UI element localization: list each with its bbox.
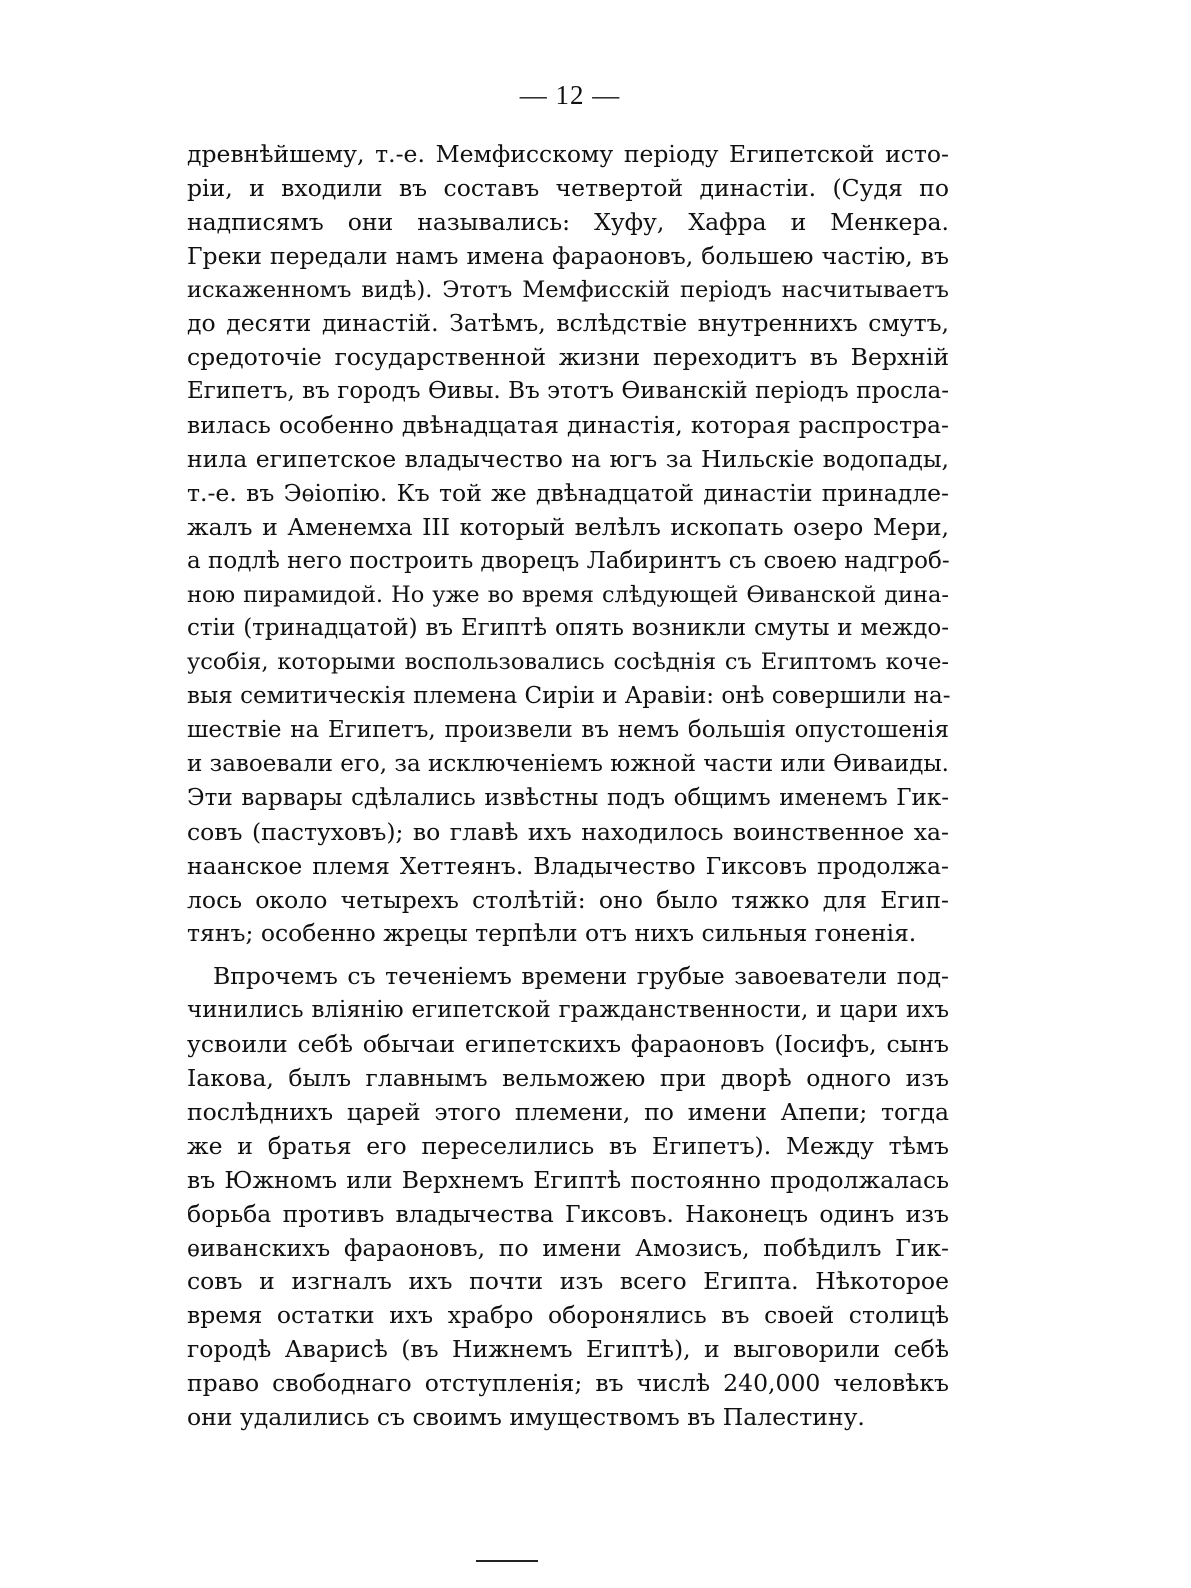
text-line: лось около четырехъ столѣтій: оно было тяжко для Егип-	[187, 885, 949, 914]
text-line: наанское племя Хеттеянъ. Владычество Гиксовъ продолжа-	[187, 851, 949, 880]
text-line: усобія, которыми воспользовались сосѣднія съ Египтомъ коче-	[187, 649, 949, 676]
bottom-divider	[476, 1560, 538, 1562]
text-line: древнѣйшему, т.-е. Мемфисскому періоду Египетской исто-	[187, 140, 949, 168]
text-line: время остатки ихъ храбро оборонялись въ своей столицѣ	[187, 1301, 949, 1330]
text-line: въ Южномъ или Верхнемъ Египтѣ постоянно продолжалась	[187, 1165, 949, 1194]
paragraph-1	[187, 138, 949, 951]
text-line: ною пирамидой. Но уже во время слѣдующей Ѳиванской дина-	[187, 581, 949, 608]
text-line: средоточіе государственной жизни переходитъ въ Верхній	[187, 343, 949, 372]
text-line: искаженномъ видѣ). Этотъ Мемфисскій періодъ насчитываетъ	[187, 276, 949, 303]
text-line: жалъ и Аменемха III который велѣлъ ископать озеро Мери,	[187, 512, 949, 541]
text-line: усвоили себѣ обычаи египетскихъ фараоновъ (Іосифъ, сынъ	[187, 1030, 949, 1059]
text-line: право свободнаго отступленія; въ числѣ 240,000 человѣкъ	[187, 1369, 949, 1398]
text-line: совъ и изгналъ ихъ почти изъ всего Египта. Нѣкоторое	[187, 1267, 949, 1296]
text-line: они удалились съ своимъ имуществомъ въ Палестину.	[187, 1402, 865, 1431]
text-line: надписямъ они назывались: Хуфу, Хафра и Менкера.	[187, 207, 949, 236]
text-line: вилась особенно двѣнадцатая династія, которая распростра-	[187, 411, 949, 440]
text-line: т.-е. въ Эѳіопію. Къ той же двѣнадцатой династіи принадле-	[187, 478, 949, 507]
text-line: Впрочемъ съ теченіемъ времени грубые завоеватели под-	[213, 962, 949, 991]
text-line: Эти варвары сдѣлались извѣстны подъ общимъ именемъ Гик-	[187, 784, 949, 811]
text-line: совъ (пастуховъ); во главѣ ихъ находилось воинственное ха-	[187, 817, 949, 846]
text-line: Египетъ, въ городъ Ѳивы. Въ этотъ Ѳиванскій періодъ просла-	[187, 378, 949, 405]
text-line: нила египетское владычество на югъ за Нильскіе водопады,	[187, 445, 949, 474]
text-line: же и братья его переселились въ Египетъ). Между тѣмъ	[187, 1131, 949, 1160]
text-line: тянъ; особенно жрецы терпѣли отъ нихъ сильныя гоненія.	[187, 919, 917, 948]
text-line: ріи, и входили въ составъ четвертой династіи. (Судя по	[187, 173, 949, 202]
text-line: послѣднихъ царей этого племени, по имени Апепи; тогда	[187, 1097, 949, 1126]
text-line: борьба противъ владычества Гиксовъ. Наконецъ одинъ изъ	[187, 1199, 949, 1228]
text-line: и завоевали его, за исключеніемъ южной части или Ѳиваиды.	[187, 751, 949, 778]
text-line: стіи (тринадцатой) въ Египтѣ опять возникли смуты и междо-	[187, 615, 949, 642]
paragraph-2	[187, 960, 949, 1434]
text-line: Греки передали намъ имена фараоновъ, большею частію, въ	[187, 241, 949, 270]
text-line: а подлѣ него построить дворецъ Лабиринтъ съ своею надгроб-	[187, 547, 950, 574]
text-line: Іакова, былъ главнымъ вельможею при дворѣ одного изъ	[187, 1064, 949, 1093]
text-line: выя семитическія племена Сиріи и Аравіи: онѣ совершили на-	[187, 683, 951, 710]
text-line: чинились вліянію египетской гражданственности, и цари ихъ	[187, 997, 949, 1024]
text-line: городѣ Аварисѣ (въ Нижнемъ Египтѣ), и выговорили себѣ	[187, 1335, 949, 1364]
text-line: до десяти династій. Затѣмъ, вслѣдствіе внутреннихъ смутъ,	[187, 309, 949, 338]
text-line: шествіе на Египетъ, произвели въ немъ большія опустошенія	[187, 717, 949, 744]
body-text	[187, 138, 949, 1435]
page-number: — 12 —	[519, 80, 621, 110]
text-line: ѳиванскихъ фараоновъ, по имени Амозисъ, побѣдилъ Гик-	[187, 1233, 949, 1262]
